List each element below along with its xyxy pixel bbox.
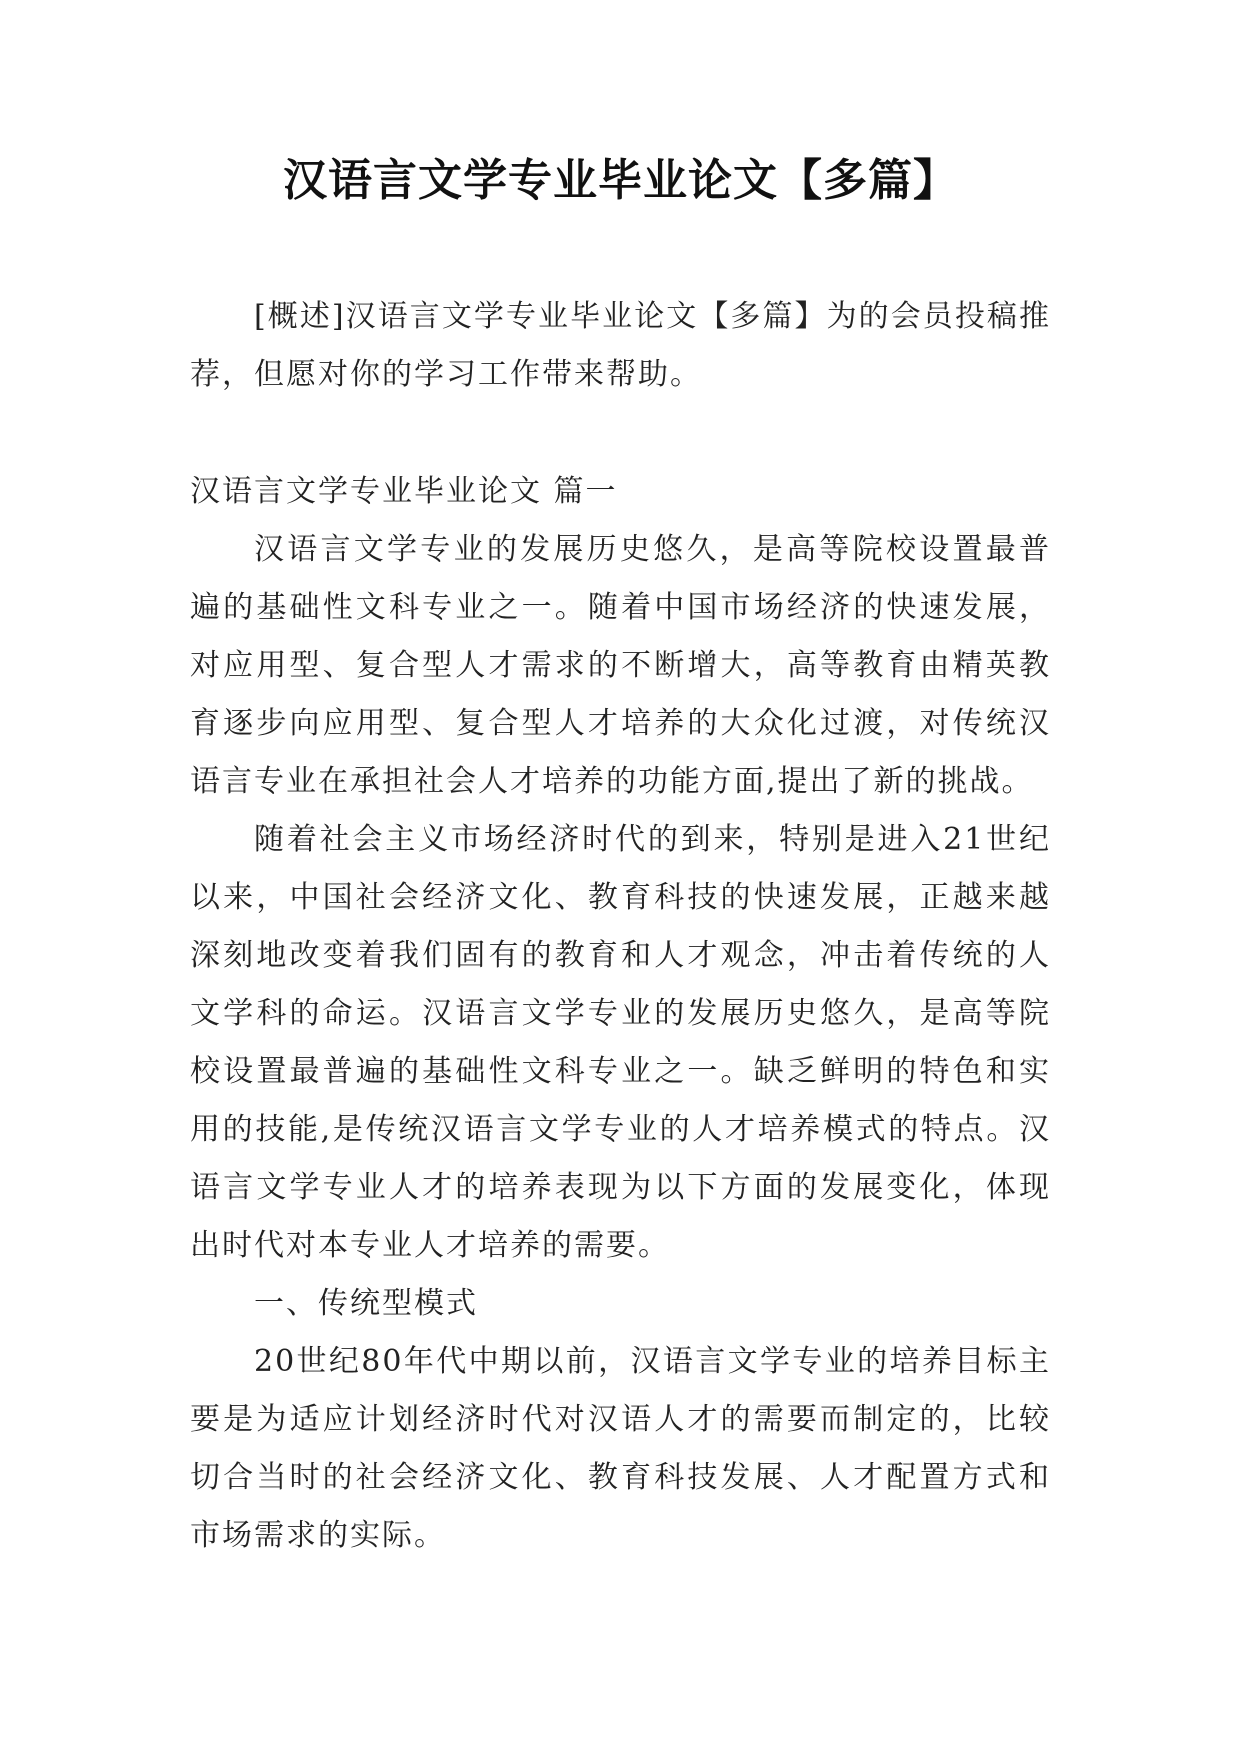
summary-paragraph: [概述]汉语言文学专业毕业论文【多篇】为的会员投稿推荐，但愿对你的学习工作带来帮助。: [190, 299, 1051, 392]
section-heading: 汉语言文学专业毕业论文 篇一: [190, 474, 618, 509]
body-paragraph: 20世纪80年代中期以前，汉语言文学专业的培养目标主要是为适应计划经济时代对汉语人才的需要而制定的，比较切合当时的社会经济文化、教育科技发展、人才配置方式和市场需求的实际。: [190, 1344, 1051, 1553]
sub-heading: 一、传统型模式: [254, 1286, 478, 1321]
document-title: 汉语言文学专业毕业论文【多篇】: [283, 155, 958, 206]
body-paragraph: 汉语言文学专业的发展历史悠久，是高等院校设置最普遍的基础性文科专业之一。随着中国市场经济的快速发展，对应用型、复合型人才需求的不断增大，高等教育由精英教育逐步向应用型、复合型人才培养的大众化过渡，对传统汉语言专业在承担社会人才培养的功能方面,提出了新的挑战。: [190, 532, 1051, 799]
body-paragraph: 随着社会主义市场经济时代的到来，特别是进入21世纪以来，中国社会经济文化、教育科技的快速发展，正越来越深刻地改变着我们固有的教育和人才观念，冲击着传统的人文学科的命运。汉语言文学专业的发展历史悠久，是高等院校设置最普遍的基础性文科专业之一。缺乏鲜明的特色和实用的技能,是传统汉语言文学专业的人才培养模式的特点。汉语言文学专业人才的培养表现为以下方面的发展变化，体现出时代对本专业人才培养的需要。: [190, 822, 1051, 1263]
